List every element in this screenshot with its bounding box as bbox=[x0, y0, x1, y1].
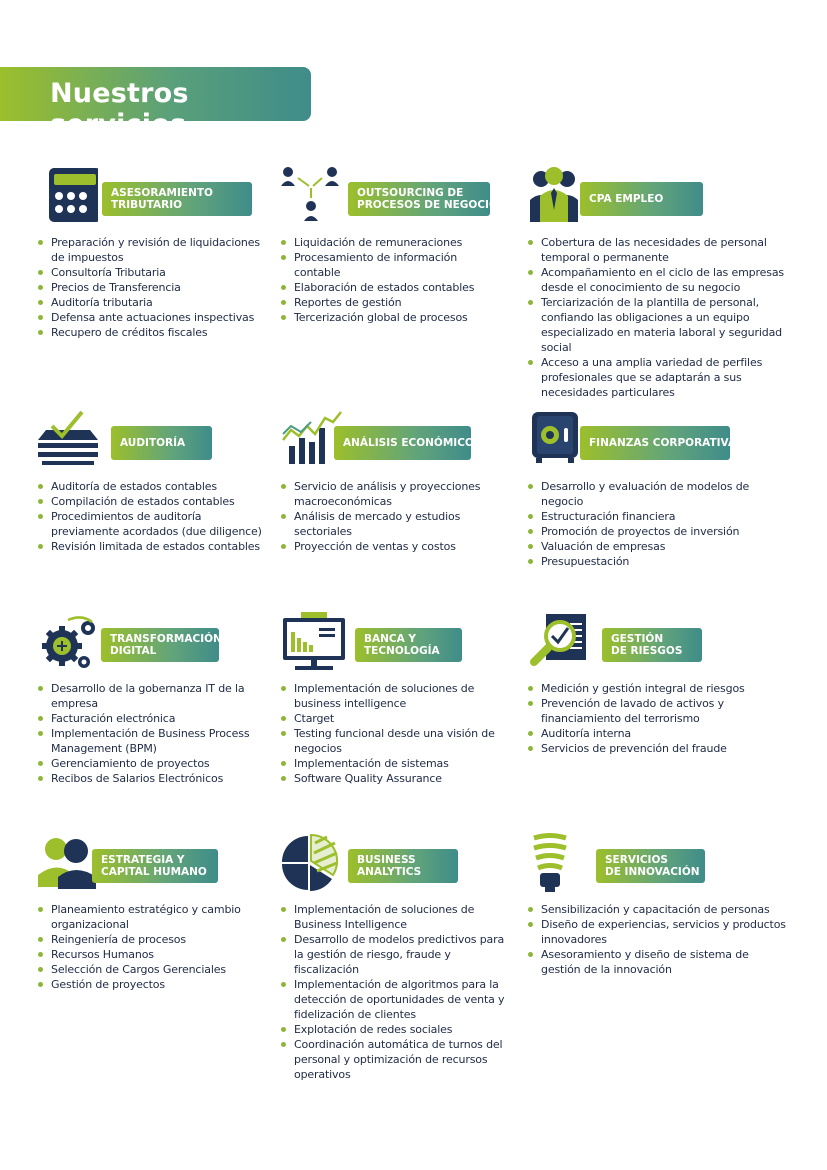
service-title-line: GESTIÓN bbox=[611, 633, 664, 645]
service-title-line: ASESORAMIENTO bbox=[111, 187, 213, 199]
list-item: Implementación de sistemas bbox=[281, 756, 506, 771]
list-item: Promoción de proyectos de inversión bbox=[528, 524, 790, 539]
service-title-badge bbox=[580, 426, 744, 460]
list-item: Coordinación automática de turnos del personal y optimización de recursos operativos bbox=[281, 1037, 506, 1082]
list-item: Desarrollo y evaluación de modelos de negocio bbox=[528, 479, 790, 509]
list-item: Implementación de Business Process Management (BPM) bbox=[38, 726, 266, 756]
service-title-line: BANCA Y bbox=[364, 633, 417, 645]
service-title-line: AUDITORÍA bbox=[120, 437, 186, 449]
service-card bbox=[528, 833, 790, 1073]
list-item: Defensa ante actuaciones inspectivas bbox=[38, 310, 266, 325]
service-items-list bbox=[528, 479, 790, 569]
service-title-line: DE RIESGOS bbox=[611, 645, 683, 657]
list-item: Preparación y revisión de liquidaciones de impuestos bbox=[38, 235, 266, 265]
list-item: Software Quality Assurance bbox=[281, 771, 506, 786]
page-title-banner bbox=[0, 67, 311, 140]
service-card bbox=[281, 833, 506, 1081]
list-item: Recupero de créditos fiscales bbox=[38, 325, 266, 340]
list-item: Compilación de estados contables bbox=[38, 494, 266, 509]
service-title-line: SERVICIOS bbox=[605, 854, 668, 866]
service-items-list bbox=[281, 479, 506, 554]
page-title: Nuestros servicios bbox=[50, 78, 189, 140]
list-item: Recursos Humanos bbox=[38, 947, 266, 962]
list-item: Explotación de redes sociales bbox=[281, 1022, 506, 1037]
list-item: Auditoría interna bbox=[528, 726, 790, 741]
service-title-badge bbox=[348, 182, 506, 216]
list-item: Revisión limitada de estados contables bbox=[38, 539, 266, 554]
document-stack-check-icon bbox=[38, 410, 118, 480]
service-items-list bbox=[38, 681, 266, 786]
list-item: Presupuestación bbox=[528, 554, 790, 569]
list-item: Precios de Transferencia bbox=[38, 280, 266, 295]
service-title-badge bbox=[602, 628, 702, 662]
service-items-list bbox=[281, 681, 506, 786]
list-item: Facturación electrónica bbox=[38, 711, 266, 726]
list-item: Medición y gestión integral de riesgos bbox=[528, 681, 790, 696]
service-card bbox=[38, 166, 266, 406]
service-title-line: TECNOLOGÍA bbox=[364, 645, 440, 657]
monitor-chart-icon bbox=[281, 612, 361, 682]
list-item: Auditoría de estados contables bbox=[38, 479, 266, 494]
service-title-badge bbox=[92, 849, 218, 883]
service-title-line: TRIBUTARIO bbox=[111, 199, 183, 211]
service-title-line: DIGITAL bbox=[110, 645, 157, 657]
service-title-line: BUSINESS bbox=[357, 854, 416, 866]
list-item: Elaboración de estados contables bbox=[281, 280, 506, 295]
list-item: Gestión de proyectos bbox=[38, 977, 266, 992]
service-title-badge bbox=[596, 849, 705, 883]
service-items-list bbox=[281, 235, 506, 325]
list-item: Acceso a una amplia variedad de perfiles profesionales que se adaptarán a sus necesidades particulares bbox=[528, 355, 800, 400]
list-item: Análisis de mercado y estudios sectoriales bbox=[281, 509, 506, 539]
list-item: Terciarización de la plantilla de personal, confiando las obligaciones a un equipo especializado en materia laboral y seguridad social bbox=[528, 295, 800, 355]
list-item: Auditoría tributaria bbox=[38, 295, 266, 310]
list-item: Estructuración financiera bbox=[528, 509, 790, 524]
service-items-list bbox=[528, 681, 790, 756]
list-item: Diseño de experiencias, servicios y productos innovadores bbox=[528, 917, 790, 947]
list-item: Acompañamiento en el ciclo de las empresas desde el conocimiento de su negocio bbox=[528, 265, 800, 295]
list-item: Servicio de análisis y proyecciones macroeconómicas bbox=[281, 479, 506, 509]
list-item: Reingeniería de procesos bbox=[38, 932, 266, 947]
service-items-list bbox=[38, 902, 266, 992]
list-item: Desarrollo de la gobernanza IT de la empresa bbox=[38, 681, 266, 711]
service-items-list bbox=[38, 479, 266, 554]
service-card bbox=[281, 612, 506, 852]
service-title-badge bbox=[102, 182, 252, 216]
service-card bbox=[528, 612, 790, 852]
list-item: Asesoramiento y diseño de sistema de gestión de la innovación bbox=[528, 947, 790, 977]
list-item: Testing funcional desde una visión de negocios bbox=[281, 726, 506, 756]
service-title-badge bbox=[348, 849, 458, 883]
service-card bbox=[38, 612, 266, 852]
service-card bbox=[528, 166, 800, 406]
service-items-list bbox=[528, 902, 790, 977]
list-item: Gerenciamiento de proyectos bbox=[38, 756, 266, 771]
service-title-line: PROCESOS DE NEGOCIOS bbox=[357, 199, 506, 211]
list-item: Implementación de algoritmos para la detección de oportunidades de venta y fidelización de clientes bbox=[281, 977, 506, 1022]
list-item: Sensibilización y capacitación de personas bbox=[528, 902, 790, 917]
list-item: Prevención de lavado de activos y financiamiento del terrorismo bbox=[528, 696, 790, 726]
service-title-line: CAPITAL HUMANO bbox=[101, 866, 207, 878]
service-title-badge bbox=[580, 182, 703, 216]
list-item: Selección de Cargos Gerenciales bbox=[38, 962, 266, 977]
list-item: Implementación de soluciones de business intelligence bbox=[281, 681, 506, 711]
list-item: Reportes de gestión bbox=[281, 295, 506, 310]
list-item: Ctarget bbox=[281, 711, 506, 726]
service-title-badge bbox=[101, 628, 222, 662]
list-item: Procesamiento de información contable bbox=[281, 250, 506, 280]
service-title-line: CPA EMPLEO bbox=[589, 193, 664, 205]
service-title-line: DE INNOVACIÓN bbox=[605, 866, 700, 878]
list-item: Desarrollo de modelos predictivos para la gestión de riesgo, fraude y fiscalización bbox=[281, 932, 506, 977]
list-item: Servicios de prevención del fraude bbox=[528, 741, 790, 756]
magnifier-check-icon bbox=[528, 612, 608, 682]
list-item: Proyección de ventas y costos bbox=[281, 539, 506, 554]
list-item: Recibos de Salarios Electrónicos bbox=[38, 771, 266, 786]
service-title-line: FINANZAS CORPORATIVAS bbox=[589, 437, 744, 449]
service-items-list bbox=[38, 235, 266, 340]
list-item: Tercerización global de procesos bbox=[281, 310, 506, 325]
list-item: Procedimientos de auditoría previamente acordados (due diligence) bbox=[38, 509, 266, 539]
list-item: Liquidación de remuneraciones bbox=[281, 235, 506, 250]
service-title-line: OUTSOURCING DE bbox=[357, 187, 464, 199]
list-item: Implementación de soluciones de Business Intelligence bbox=[281, 902, 506, 932]
service-title-line: TRANSFORMACIÓN bbox=[110, 633, 222, 645]
service-items-list bbox=[281, 902, 506, 1082]
service-title-badge bbox=[355, 628, 462, 662]
service-card bbox=[281, 166, 506, 406]
service-items-list bbox=[528, 235, 800, 400]
service-title-line: ESTRATEGIA Y bbox=[101, 854, 185, 866]
list-item: Consultoría Tributaria bbox=[38, 265, 266, 280]
service-title-line: ANALYTICS bbox=[357, 866, 422, 878]
list-item: Valuación de empresas bbox=[528, 539, 790, 554]
service-title-badge bbox=[334, 426, 474, 460]
list-item: Cobertura de las necesidades de personal temporal o permanente bbox=[528, 235, 800, 265]
list-item: Planeamiento estratégico y cambio organizacional bbox=[38, 902, 266, 932]
service-title-badge bbox=[111, 426, 212, 460]
service-title-line: ANÁLISIS ECONÓMICO bbox=[343, 437, 474, 449]
service-card bbox=[38, 833, 266, 1073]
